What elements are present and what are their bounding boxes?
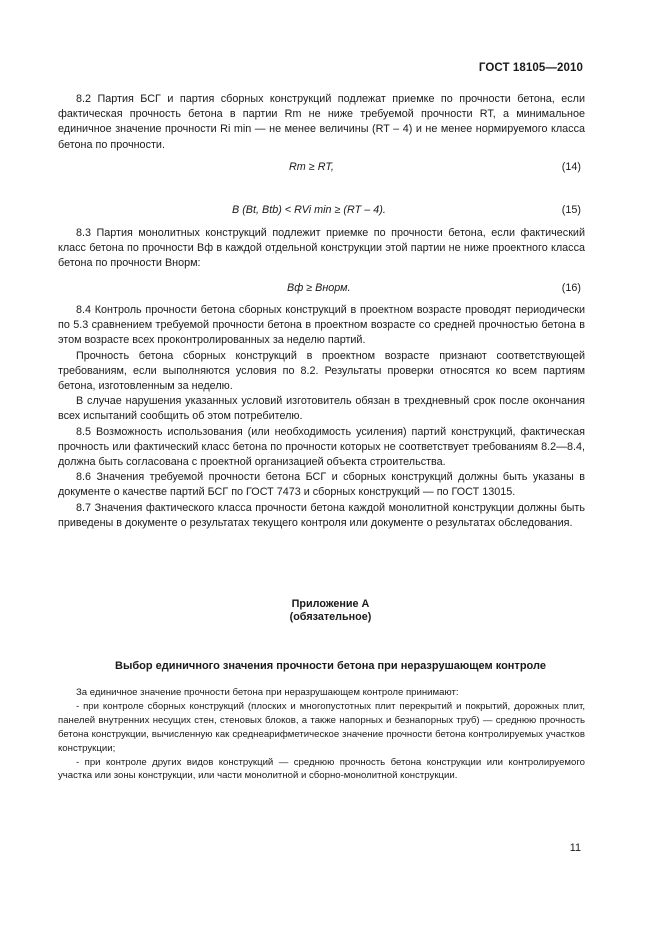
annex-item-1: - при контроле сборных конструкций (плоских и многопустотных плит перекрытий и покрытий, дорожных плит, панелей внутренних несущих стен, стеновых блоков, а также напорных и безнапорных труб) — среднюю прочность бетона конструкции, вычисленную как среднеарифметическое значение прочности бетона контролируемых участков конструкции; [58,700,585,754]
section-8-3 [58,226,585,272]
equation-number-15: (15) [561,204,581,216]
section-8-4-to-8-7 [58,303,585,531]
annex-intro: За единичное значение прочности бетона при неразрушающем контроле принимают: [76,687,459,698]
equation-number-14: (14) [561,161,581,173]
formula-16: Bф ≥ Bнорм. [287,282,351,294]
annex-item-2: - при контроле других видов конструкций — среднюю прочность бетона конструкции или контролируемого участка или зоны конструкции, или части монолитной и сборно-монолитной конструкции. [58,756,585,782]
annex-status: (обязательное) [289,611,372,623]
paragraph-8-3: 8.3 Партия монолитных конструкций подлежит приемке по прочности бетона, если фактический класс бетона по прочности Bф в каждой отдельной конструкции этой партии не ниже проектного класса бетона по прочности Bнорм: [58,227,585,270]
paragraph-8-4-b: Прочность бетона сборных конструкций в проектном возрасте признают соответствующей требованиям, если выполняются условия по 8.2. Результаты проверки относятся ко всем партиям бетона, изготовленным за неделю. [58,349,585,393]
paragraph-8-2: 8.2 Партия БСГ и партия сборных конструкций подлежат приемке по прочности бетона, если фактическая прочность бетона в партии Rm не ниже требуемой прочности RT, а минимальное единичное значение прочности Ri min — не менее величины (RT – 4) и не менее нормируемого класса бетона по прочности. [58,93,585,151]
annex-label: Приложение А [291,598,370,610]
page-number: 11 [569,842,581,854]
section-8-2 [58,92,585,153]
paragraph-8-4: 8.4 Контроль прочности бетона сборных конструкций в проектном возрасте проводят периодически по 5.3 сравнением требуемой прочности бетона в проектном возрасте со средней прочностью бетона в этом возрасте всех проконтролированных за неделю партий. [58,304,585,347]
annex-heading: Выбор единичного значения прочности бетона при неразрушающем контроле [115,660,546,672]
paragraph-8-4-c: В случае нарушения указанных условий изготовитель обязан в трехдневный срок после окончания всех испытаний сообщить об этом потребителю. [58,395,585,423]
annex-body [58,686,585,783]
paragraph-8-5: 8.5 Возможность использования (или необходимость усиления) партий конструкций, фактическая прочность или фактический класс бетона по прочности которых не соответствует требованиям 8.2—8.4, должна быть согласована с проектной организацией объекта строительства. [58,425,585,469]
formula-15: B (Bt, Btb) < RVi min ≥ (RT – 4). [232,204,386,216]
formula-14: Rm ≥ RT, [289,161,334,173]
equation-number-16: (16) [561,282,581,294]
document-number-header: ГОСТ 18105—2010 [478,62,583,74]
paragraph-8-6: 8.6 Значения требуемой прочности бетона БСГ и сборных конструкций должны быть указаны в документе о качестве партий БСГ по ГОСТ 7473 и сборных конструкций — по ГОСТ 13015. [58,471,585,499]
paragraph-8-7: 8.7 Значения фактического класса прочности бетона каждой монолитной конструкции должны быть приведены в документе о результатах текущего контроля или документе о результатах обследования. [58,501,585,529]
